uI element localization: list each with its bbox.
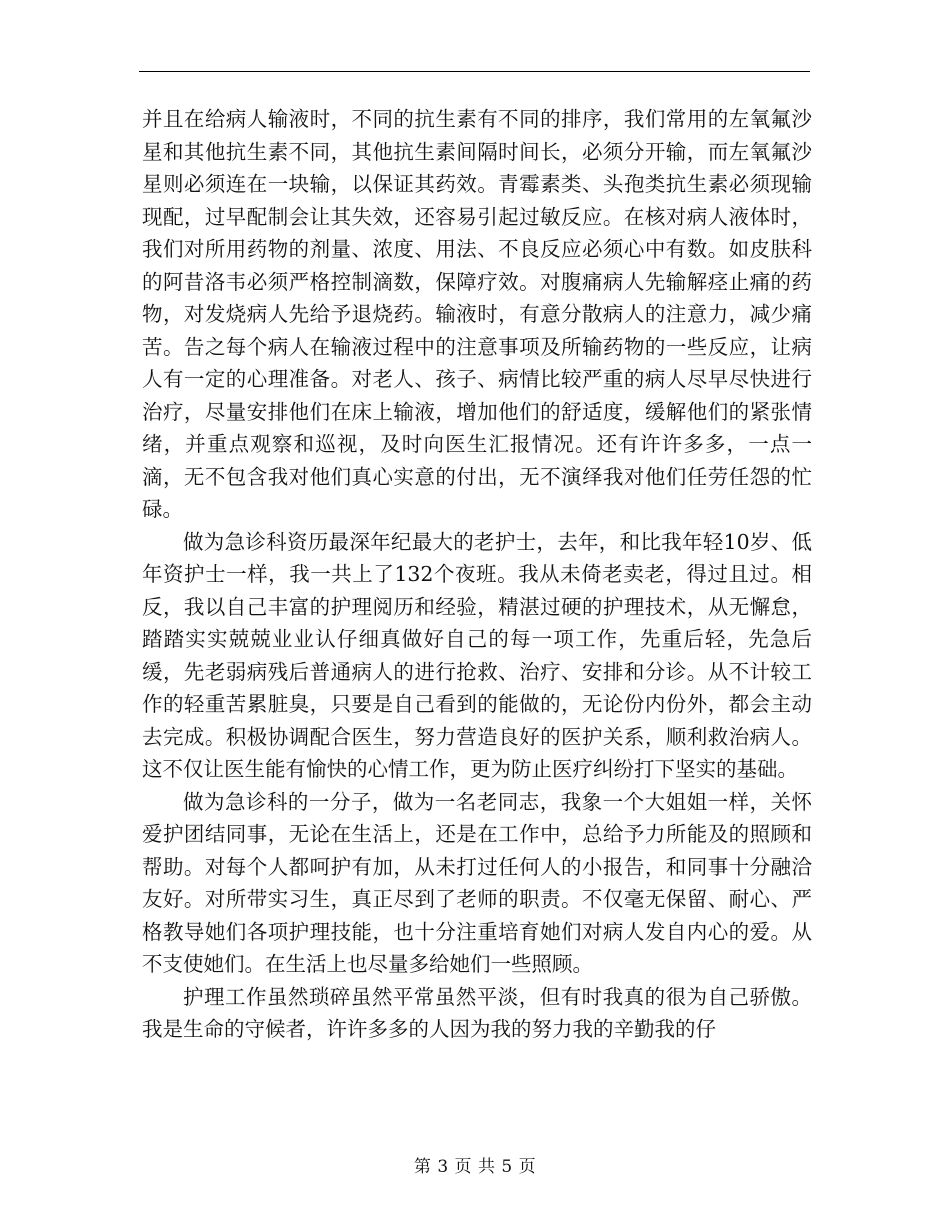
paragraph: 做为急诊科的一分子，做为一名老同志，我象一个大姐姐一样，关怀爱护团结同事，无论在生活上，还是在工作中，总给予力所能及的照顾和帮助。对每个人都呵护有加，从未打过任何人的小报告，和同事十分融洽友好。对所带实习生，真正尽到了老师的职责。不仅毫无保留、耐心、严格教导她们各项护理技能，也十分注重培育她们对病人发自内心的爱。从不支使她们。在生活上也尽量多给她们一些照顾。: [142, 789, 812, 976]
paragraph: 护理工作虽然琐碎虽然平常虽然平淡，但有时我真的很为自己骄傲。我是生命的守候者，许许多多的人因为我的努力我的辛勤我的仔: [142, 984, 812, 1041]
paragraph-continued: 并且在给病人输液时，不同的抗生素有不同的排序，我们常用的左氧氟沙星和其他抗生素不同，其他抗生素间隔时间长，必须分开输，而左氧氟沙星则必须连在一块输，以保证其药效。青霉素类、头孢类抗生素必须现输现配，过早配制会让其失效，还容易引起过敏反应。在核对病人液体时，我们对所用药物的剂量、浓度、用法、不良反应必须心中有数。如皮肤科的阿昔洛韦必须严格控制滴数，保障疗效。对腹痛病人先输解痉止痛的药物，对发烧病人先给予退烧药。输液时，有意分散病人的注意力，减少痛苦。告之每个病人在输液过程中的注意事项及所输药物的一些反应，让病人有一定的心理准备。对老人、孩子、病情比较严重的病人尽早尽快进行治疗，尽量安排他们在床上输液，增加他们的舒适度，缓解他们的紧张情绪，并重点观察和巡视，及时向医生汇报情况。还有许许多多，一点一滴，无不包含我对他们真心实意的付出，无不演绎我对他们任劳任怨的忙碌。: [142, 107, 812, 521]
document-body: [142, 103, 812, 1046]
header-rule: [139, 71, 810, 72]
page-footer: 第 3 页 共 5 页: [413, 1157, 537, 1177]
paragraph: 做为急诊科资历最深年纪最大的老护士，去年，和比我年轻10岁、低年资护士一样，我一共上了132个夜班。我从未倚老卖老，得过且过。相反，我以自己丰富的护理阅历和经验，精湛过硬的护理技术，从无懈怠，踏踏实实兢兢业业认仔细真做好自己的每一项工作，先重后轻，先急后缓，先老弱病残后普通病人的进行抢救、治疗、安排和分诊。从不计较工作的轻重苦累脏臭，只要是自己看到的能做的，无论份内份外，都会主动去完成。积极协调配合医生，努力营造良好的医护关系，顺利救治病人。这不仅让医生能有愉快的心情工作，更为防止医疗纠纷打下坚实的基础。: [142, 529, 812, 781]
